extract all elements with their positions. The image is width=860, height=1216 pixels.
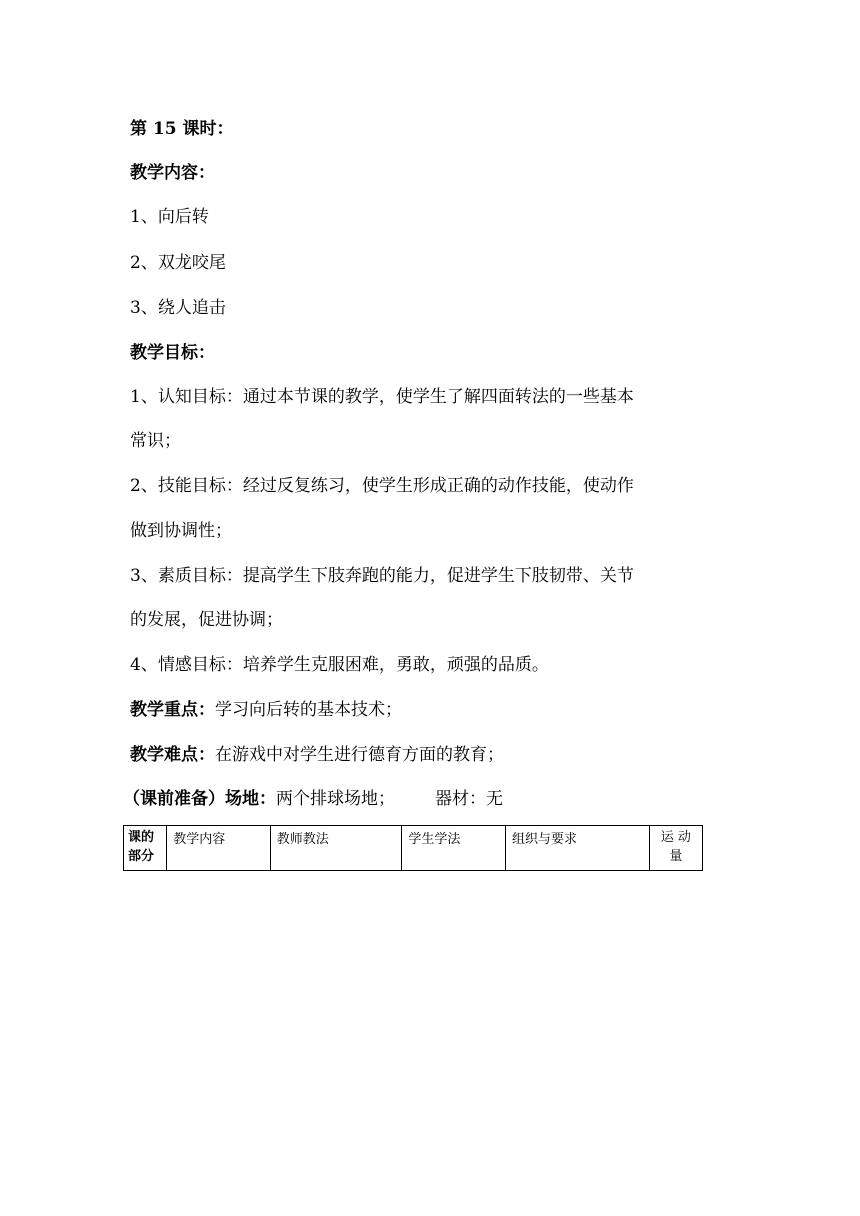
lesson-title: 第 15 课时： <box>130 119 234 139</box>
table-header-cell: 学生学法 <box>402 826 506 871</box>
difficulty-text: 在游戏中对学生进行德育方面的教育； <box>215 745 504 765</box>
goal-line: 做到协调性； <box>130 521 232 541</box>
goal-line: 1、认知目标：通过本节课的教学，使学生了解四面转法的一些基本 <box>130 387 634 407</box>
preparation <box>123 788 503 810</box>
content-item: 3、绕人追击 <box>130 298 226 318</box>
difficulty-label: 教学难点： <box>130 745 215 765</box>
preparation-venue: 两个排球场地； <box>276 789 395 809</box>
key-point <box>130 699 402 721</box>
key-point-text: 学习向后转的基本技术； <box>215 700 402 720</box>
content-item: 2、双龙咬尾 <box>130 253 226 273</box>
content-item: 1、向后转 <box>130 207 209 227</box>
difficulty <box>130 744 504 766</box>
table-header-cell: 教学内容 <box>167 826 271 871</box>
preparation-label: （课前准备）场地： <box>123 789 276 809</box>
table-header-row <box>124 826 703 871</box>
table-header-cell: 组织与要求 <box>505 826 649 871</box>
table-header-cell: 运 动 量 <box>649 826 702 871</box>
goal-line: 的发展，促进协调； <box>130 610 283 630</box>
goal-line: 3、素质目标：提高学生下肢奔跑的能力，促进学生下肢韧带、关节 <box>130 566 634 586</box>
goal-line: 4、情感目标：培养学生克服困难，勇敢，顽强的品质。 <box>130 655 549 675</box>
content-heading: 教学内容： <box>130 163 215 183</box>
lesson-plan-table <box>123 825 703 871</box>
preparation-equipment: 器材：无 <box>435 789 503 809</box>
key-point-label: 教学重点： <box>130 700 215 720</box>
table-header-cell: 教师教法 <box>270 826 402 871</box>
goal-line: 2、技能目标：经过反复练习，使学生形成正确的动作技能，使动作 <box>130 476 634 496</box>
goals-heading: 教学目标： <box>130 343 215 363</box>
table-header-cell: 课的部分 <box>124 826 167 871</box>
goal-line: 常识； <box>130 431 181 451</box>
